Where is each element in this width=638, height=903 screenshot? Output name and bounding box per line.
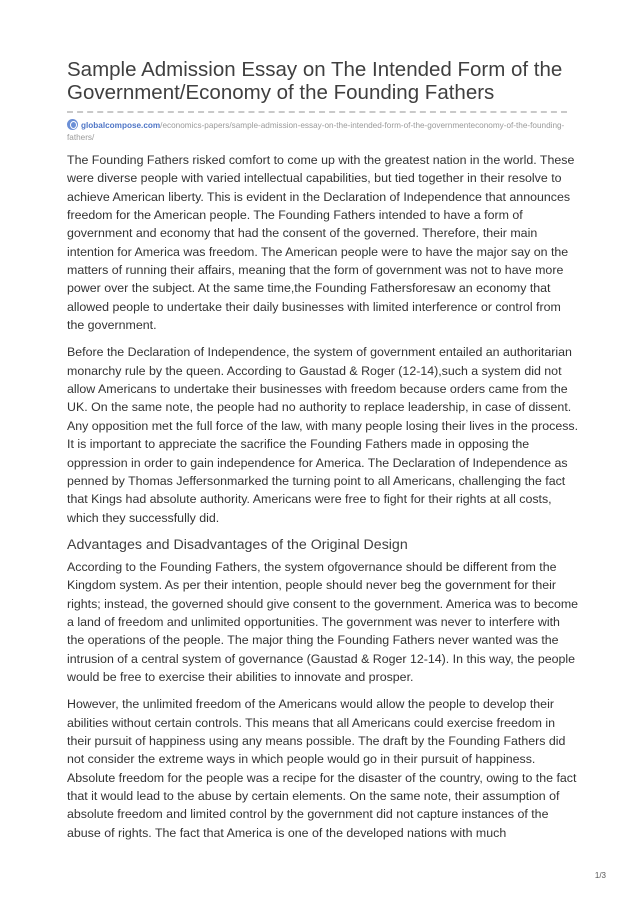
paragraph: However, the unlimited freedom of the Americans would allow the people to develop their abilities without certain controls. This means that all Americans could exercise freedom in their pursuit of happiness using any means possible. The draft by the Founding Fathers did not consider the extreme ways in which people would go in their pursuit of happiness. Absolute freedom for the people was a recipe for the disaster of the country, owing to the fact that it would lead to the abuse by certain elements. On the same note, their assumption of absolute freedom and limited control by the government did not capture instances of the abuse of rights. The fact that America is one of the developed nations with much: [67, 697, 577, 840]
paragraph: Before the Declaration of Independence, the system of government entailed an authoritarian monarchy rule by the queen. According to Gaustad & Roger (12-14),such a system did not allow Americans to undertake their businesses with freedom because orders came from the UK. On the same note, the people had no authority to replace leadership, in case of dissent. Any opposition met the full force of the law, with many people losing their lives in the process. It is important to appreciate the sacrifice the Founding Fathers made in opposing the oppression in order to gain independence for America. The Declaration of Independence as penned by Thomas Jeffersonmarked the turning point to all Americans, challenging the fact that Kings had absolute authority. Americans were free to fight for their rights at all costs, which they successfully did.: [67, 345, 579, 525]
source-path: /economics-papers/sample-admission-essay-on-the-intended-form-of-the-governmenteconomy-of-the-founding-fathers/: [67, 121, 565, 142]
paragraph: The Founding Fathers risked comfort to come up with the greatest nation in the world. These were diverse people with varied intellectual capabilities, but tied together in their resolve to achieve American liberty. This is evident in the Declaration of Independence that announces freedom for the American people. The Founding Fathers intended to have a form of government and economy that had the consent of the governed. Therefore, their main intention for America was freedom. The American people were to have the major say on the matters of running their affairs, meaning that the form of government was not to have more power over the subject. At the same time,the Founding Fathersforesaw an economy that allowed people to undertake their daily businesses with limited interference or control from the government.: [67, 153, 575, 333]
source-domain-link[interactable]: globalcompose.com: [81, 121, 161, 130]
page-number: 1/3: [594, 871, 606, 880]
section-heading: Advantages and Disadvantages of the Original Design: [67, 536, 408, 553]
source-line: [67, 119, 579, 144]
title-divider: [67, 111, 567, 113]
page-title: Sample Admission Essay on The Intended Form of the Government/Economy of the Founding Fathers: [67, 58, 563, 104]
document-page: [67, 0, 579, 842]
paragraph: According to the Founding Fathers, the system ofgovernance should be different from the Kingdom system. As per their intention, people should never beg the government for their rights; instead, the governed should give consent to the government. America was to become a land of freedom and unlimited opportunities. The government was never to interfere with the operations of the people. The major thing the Founding Fathers never wanted was the intrusion of a central system of governance (Gaustad & Roger 12-14). In this way, the people would be free to exercise their abilities to innovate and prosper.: [67, 559, 579, 684]
globe-icon: [67, 119, 78, 130]
